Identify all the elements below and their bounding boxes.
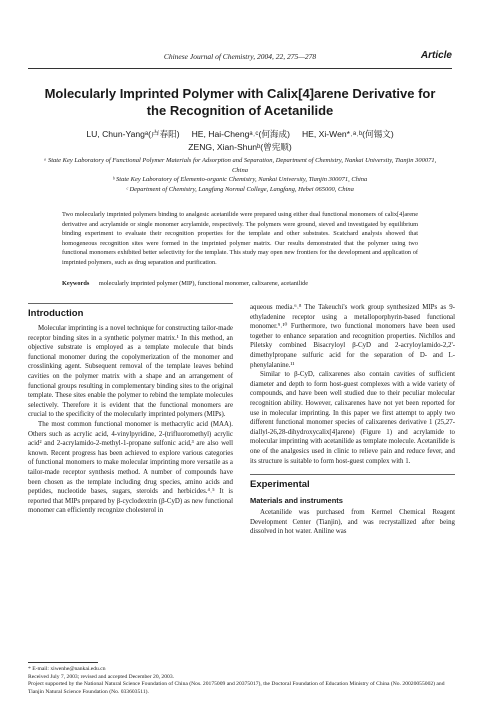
journal-citation: Chinese Journal of Chemistry, 2004, 22, 275—278 bbox=[163, 52, 317, 61]
section-rule bbox=[28, 303, 233, 304]
page-header bbox=[0, 50, 480, 66]
experimental-paragraph-1: Acetanilide was purchased from Kermel Chemical Reagent Development Center (Tianjin), and was recrystallized after being dissolved in hot water. Aniline was bbox=[250, 509, 455, 536]
author-list bbox=[40, 128, 440, 154]
footnotes bbox=[28, 662, 452, 696]
author-2: HE, Hai-Chengᵃ˒ᶜ(何海成) bbox=[191, 129, 290, 139]
keywords bbox=[62, 280, 418, 287]
intro-paragraph-3: aqueous media.⁶˒⁸ The Takeuchi's work group synthesized MIPs as 9-ethyladenine receptor using a metalloporphyrin-based functional monomer.⁹˒¹⁰ Furthermore, two functional monomers have been used together to enhance separation and recognition properties. Nichllos and Piletsky combined Bisacryloyl β-CyD and 2-acryloylamido-2,2'-dimethylpropane sulfuric acid for the separation of D- and L-phenylalanine.¹¹ bbox=[250, 304, 455, 369]
affiliation-list bbox=[40, 156, 440, 194]
right-column bbox=[250, 303, 455, 537]
affiliation-b: ᵇ State Key Laboratory of Elemento-organic Chemistry, Nankai University, Tianjin 300071, China bbox=[112, 176, 368, 183]
abstract: Two molecularly imprinted polymers binding to analgesic acetanilide were prepared using either dual functional monomers of calix[4]arene derivative and acrylamide or single monomer acrylamide, respectively. The polymers were ground, sieved and investigated by equilibrium binding experiment to evaluate their recognition properties for the template and other substrates. Scatchard analysis showed that homogeneous recognition sites were formed in the imprinted polymer matrix. Our results demonstrated that the polymer using two functional monomers exhibited better selectivity for the template. This study may open new frontiers for the development and application of imprinted polymers, such as drug separation and purification. bbox=[62, 211, 418, 266]
left-column bbox=[28, 303, 233, 516]
affiliation-a: ᵃ State Key Laboratory of Functional Polymer Materials for Adsorption and Separation, Department of Chemistry, Nankai University, Tianjin 300071, China bbox=[43, 157, 437, 174]
author-3: HE, Xi-Wen*˒ᵃ˒ᵇ(何锡文) bbox=[301, 129, 394, 139]
introduction-heading: Introduction bbox=[28, 308, 84, 319]
intro-paragraph-4: Similar to β-CyD, calixarenes also contain cavities of sufficient diameter and depth to form host-guest complexes with a wide variety of compounds, and have been well studied due to their peculiar molecular recognition ability. However, calixarenes have not yet been reported for use in molecular imprinting. In this paper we first attempt to apply two different functional monomer species of calixarenes derivative 1 (25,27-diallyl-26,28-dihydroxycalix[4]arene) (Figure 1) and acrylamide to molecular imprinting with acetanilide as template molecule. Acetanilide is one of the analgesics used in clinic to relieve pain and reduce fever, and its structure is suitable to form host-guest complex with 1. bbox=[250, 371, 455, 465]
intro-paragraph-2: The most common functional monomer is methacrylic acid (MAA). Others such as acrylic acid, 4-vinylpyridine, 2-(trifluoromethyl) acrylic acid² and 2-acrylamido-2-methyl-1-propane sulfonic acid,³ are also well known. Recent progress has been achieved to explore various categories of functional monomers to make molecular imprinting more versatile as a tailor-made receptor synthesis method. A number of compounds have been chosen as the template including drug species, amino acids and peptides, nucleotide bases, sugars, steroids and herbicides.⁴˒⁵ It is reported that MIPs prepared by β-cyclodextrin (β-CyD) as new functional monomer can efficiently recognize cholesterol in bbox=[28, 420, 233, 515]
footnote-email: * E-mail: xiwenhe@nankai.edu.cn bbox=[28, 666, 106, 672]
keywords-label: Keywords bbox=[62, 280, 90, 287]
paper-title: Molecularly Imprinted Polymer with Calix[4]arene Derivative for the Recognition of Acetanilide bbox=[44, 86, 436, 118]
experimental-heading: Experimental bbox=[250, 479, 310, 491]
footnote-rule bbox=[28, 662, 98, 663]
author-4: ZENG, Xian-Shunᵇ(曾宪顺) bbox=[188, 142, 292, 152]
footnote-funding: Project supported by the National Natural Science Foundation of China (Nos. 20175009 and 20375017), the Doctoral Foundation of Education Ministry of China (No. 20020055002) and Tianjin Natural Science Foundation (No. 033603511). bbox=[28, 681, 445, 695]
header-rule bbox=[28, 68, 452, 69]
keywords-text: molecularly imprinted polymer (MIP), functional monomer, calixarene, acetanilide bbox=[98, 280, 309, 287]
author-1: LU, Chun-Yangᵃ(卢春阳) bbox=[86, 129, 180, 139]
section-rule bbox=[250, 474, 455, 475]
footnote-received: Received July 7, 2003; revised and accepted December 20, 2003. bbox=[28, 673, 175, 680]
materials-subheading: Materials and instruments bbox=[250, 496, 343, 506]
article-label: Article bbox=[420, 50, 452, 61]
affiliation-c: ᶜ Department of Chemistry, Langfang Normal College, Langfang, Hebei 065000, China bbox=[126, 185, 354, 193]
intro-paragraph-1: Molecular imprinting is a novel technique for constructing tailor-made receptor binding sites in a synthetic polymer matrix.¹ In this method, an objective substrate is employed as a template molecule that binds functional monomer during the copolymerization of the monomer and crosslinking agent. Subsequent removal of the template leaves behind cavities on the polymer matrix with a shape and an arrangement of functional groups resulting in complementary binding sites to the original template. These sites enable the polymer to rebind the template molecules selectively. Therefore it is evident that the functional monomers are crucial to the specificity of the molecularly imprinted polymers (MIPs). bbox=[28, 325, 233, 419]
